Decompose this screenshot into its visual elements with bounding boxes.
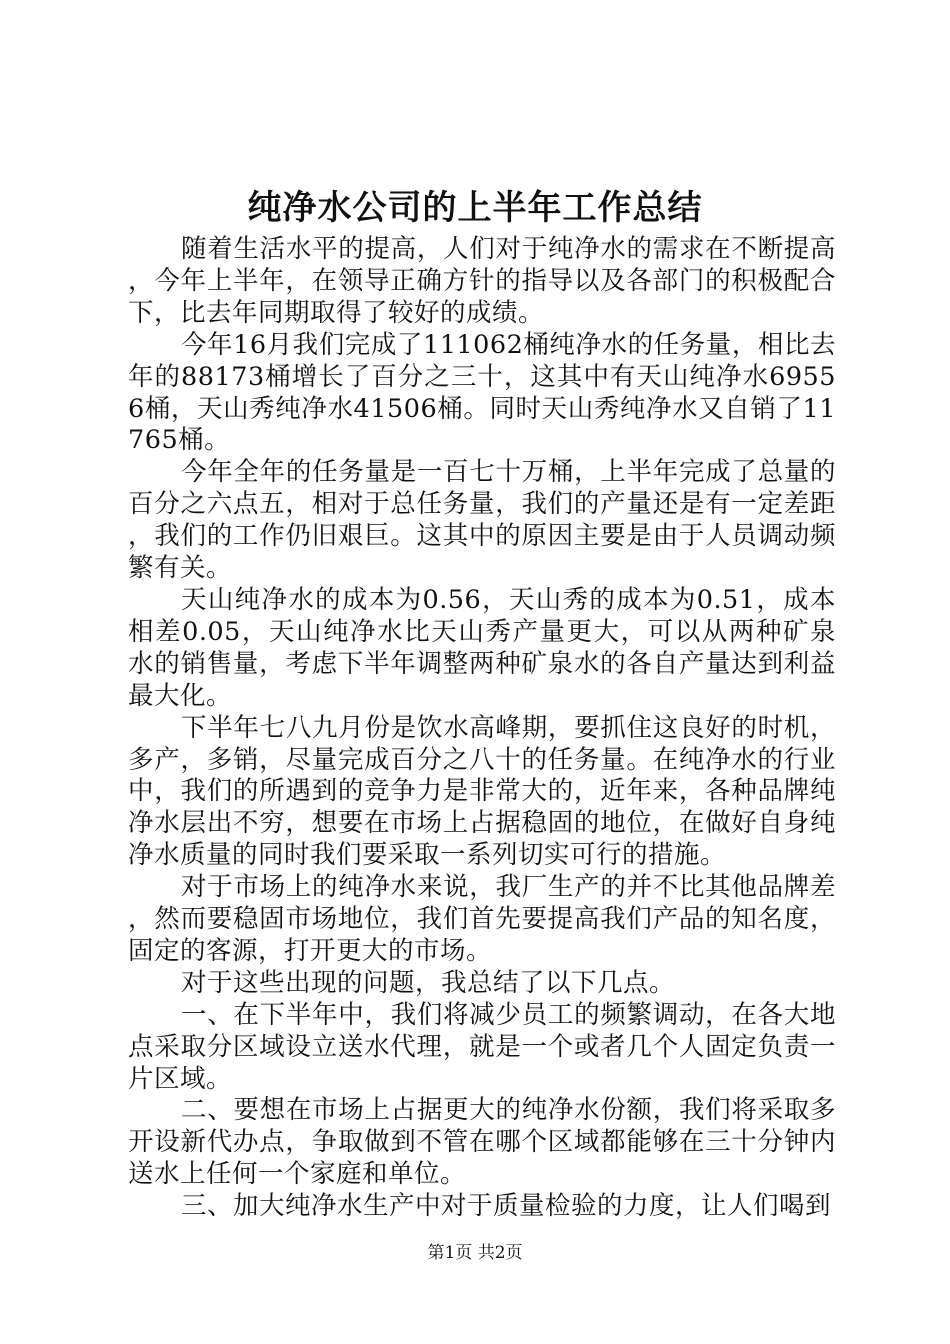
paragraph-9: 二、要想在市场上占据更大的纯净水份额，我们将采取多开设新代办点，争取做到不管在哪个区域都能够在三十分钟内送水上任何一个家庭和单位。 <box>128 1095 836 1190</box>
paragraph-5: 下半年七八九月份是饮水高峰期，要抓住这良好的时机，多产，多销，尽量完成百分之八十的任务量。在纯净水的行业中，我们的所遇到的竞争力是非常大的，近年来，各种品牌纯净水层出不穷，想要在市场上占据稳固的地位，在做好自身纯净水质量的同时我们要采取一系列切实可行的措施。 <box>128 712 836 871</box>
paragraph-3: 今年全年的任务量是一百七十万桶，上半年完成了总量的百分之六点五，相对于总任务量，我们的产量还是有一定差距，我们的工作仍旧艰巨。这其中的原因主要是由于人员调动频繁有关。 <box>128 457 836 584</box>
paragraph-2: 今年16月我们完成了111062桶纯净水的任务量，相比去年的88173桶增长了百分之三十，这其中有天山纯净水69556桶，天山秀纯净水41506桶。同时天山秀纯净水又自销了11765桶。 <box>128 329 836 456</box>
paragraph-4: 天山纯净水的成本为0.56，天山秀的成本为0.51，成本相差0.05，天山纯净水比天山秀产量更大，可以从两种矿泉水的销售量，考虑下半年调整两种矿泉水的各自产量达到利益最大化。 <box>128 584 836 711</box>
paragraph-8: 一、在下半年中，我们将减少员工的频繁调动，在各大地点采取分区域设立送水代理，就是一个或者几个人固定负责一片区域。 <box>128 999 836 1094</box>
document-title: 纯净水公司的上半年工作总结 <box>247 188 703 228</box>
page-footer: 第1页 共2页 <box>427 1243 523 1263</box>
paragraph-6: 对于市场上的纯净水来说，我厂生产的并不比其他品牌差，然而要稳固市场地位，我们首先要提高我们产品的知名度，固定的客源，打开更大的市场。 <box>128 872 836 966</box>
paragraph-7: 对于这些出现的问题，我总结了以下几点。 <box>181 967 676 998</box>
paragraph-10: 三、加大纯净水生产中对于质量检验的力度，让人们喝到 <box>181 1191 832 1222</box>
document-body <box>128 234 836 1223</box>
paragraph-1: 随着生活水平的提高，人们对于纯净水的需求在不断提高，今年上半年，在领导正确方针的指导以及各部门的积极配合下，比去年同期取得了较好的成绩。 <box>128 234 836 328</box>
